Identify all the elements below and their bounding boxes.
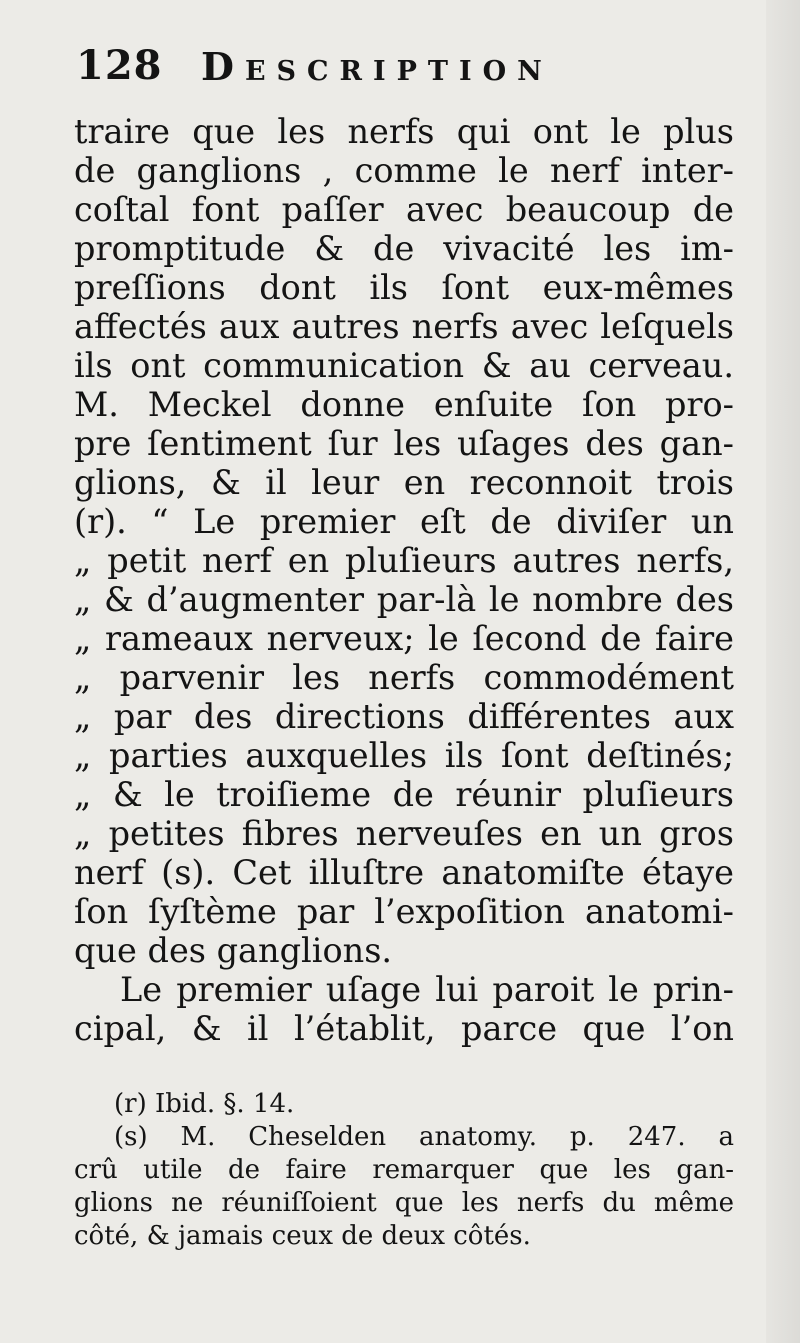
- text-line: ils ont communication & au cerveau.: [74, 346, 734, 385]
- text-line: M. Meckel donne enſuite ſon pro-: [74, 385, 734, 424]
- text-line: „ rameaux nerveux; le ſecond de faire: [74, 619, 734, 658]
- text-line: „ & d’augmenter par-là le nombre des: [74, 580, 734, 619]
- footnote-line: (r) Ibid. §. 14.: [114, 1089, 295, 1119]
- page-header: [76, 42, 756, 102]
- page-number: 128: [76, 42, 163, 89]
- text-line: ſon ſyſtème par l’expoſition anatomi-: [74, 892, 734, 931]
- text-line: Le premier uſage lui paroit le prin-: [120, 970, 734, 1009]
- text-line: „ & le troiſieme de réunir pluſieurs: [74, 775, 734, 814]
- footnote-line: glions ne réuniſſoient que les nerfs du même: [74, 1188, 734, 1218]
- text-line: que des ganglions.: [74, 931, 393, 970]
- text-line: „ parvenir les nerfs commodément: [74, 658, 734, 697]
- footnote-line: crû utile de faire remarquer que les gan-: [74, 1155, 734, 1185]
- text-line: preſſions dont ils ſont eux-mêmes: [74, 268, 734, 307]
- running-title: Description: [201, 44, 553, 89]
- text-line: de ganglions , comme le nerf inter-: [74, 151, 734, 190]
- text-line: „ parties auxquelles ils ſont deſtinés;: [74, 736, 734, 775]
- footnote-line: côté, & jamais ceux de deux côtés.: [74, 1221, 531, 1251]
- text-line: promptitude & de vivacité les im-: [74, 229, 734, 268]
- text-line: nerf (s). Cet illuſtre anatomiſte étaye: [74, 853, 734, 892]
- footnotes: [74, 1088, 734, 1253]
- text-line: traire que les nerfs qui ont le plus: [74, 112, 734, 151]
- text-line: glions, & il leur en reconnoit trois: [74, 463, 734, 502]
- text-line: affectés aux autres nerfs avec leſquels: [74, 307, 734, 346]
- footnote-line: (s) M. Cheselden anatomy. p. 247. a: [114, 1122, 734, 1152]
- text-line: (r). “ Le premier eſt de diviſer un: [74, 502, 734, 541]
- page-edge-shadow: [766, 0, 800, 1343]
- text-line: pre ſentiment ſur les uſages des gan-: [74, 424, 734, 463]
- text-line: „ petites fibres nerveuſes en un gros: [74, 814, 734, 853]
- text-line: cipal, & il l’établit, parce que l’on: [74, 1009, 734, 1048]
- text-line: „ petit nerf en pluſieurs autres nerfs,: [74, 541, 734, 580]
- text-line: „ par des directions différentes aux: [74, 697, 734, 736]
- body-text: [74, 112, 734, 1048]
- text-line: coſtal font paſſer avec beaucoup de: [74, 190, 734, 229]
